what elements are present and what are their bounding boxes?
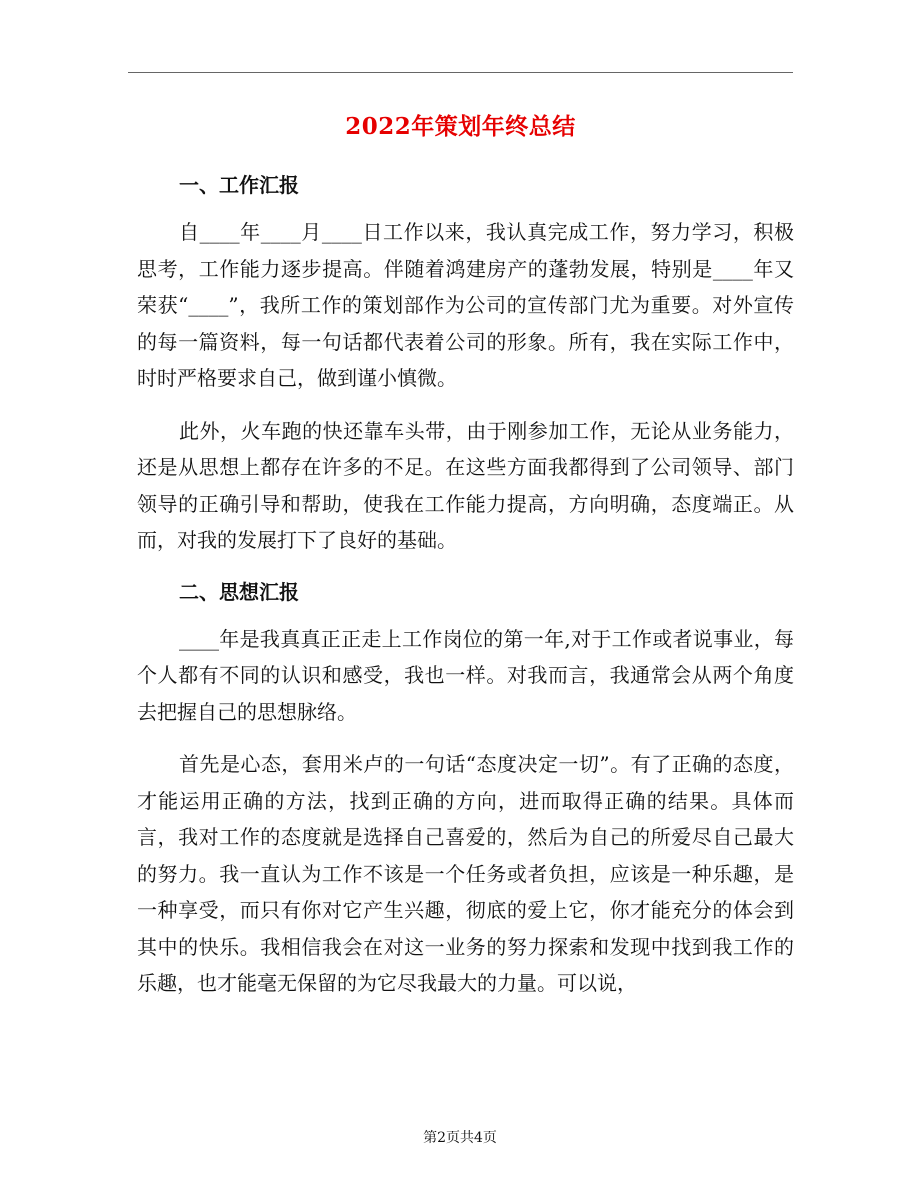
page-footer: 第2页共4页 (423, 1130, 497, 1146)
paragraph: 此外，火车跑的快还靠车头带，由于刚参加工作，无论从业务能力，还是从思想上都存在许多的不足。在这些方面我都得到了公司领导、部门领导的正确引导和帮助，使我在工作能力提高，方向明确，态度端正。从而，对我的发展打下了良好的基础。 (137, 418, 794, 552)
document-body (137, 168, 794, 1002)
document-title: 2022年策划年终总结 (345, 113, 576, 140)
paragraph: 自____年____月____日工作以来，我认真完成工作，努力学习，积极思考，工作能力逐步提高。伴随着鸿建房产的蓬勃发展，特别是____年又荣获“____”，我所工作的策划部作为公司的宣传部门尤为重要。对外宣传的每一篇资料，每一句话都代表着公司的形象。所有，我在实际工作中，时时严格要求自己，做到谨小慎微。 (137, 220, 794, 390)
section-heading-work-report: 一、工作汇报 (179, 173, 299, 197)
paragraph: 首先是心态，套用米卢的一句话“态度决定一切”。有了正确的态度，才能运用正确的方法，找到正确的方向，进而取得正确的结果。具体而言，我对工作的态度就是选择自己喜爱的，然后为自己的所爱尽自己最大的努力。我一直认为工作不该是一个任务或者负担，应该是一种乐趣，是一种享受，而只有你对它产生兴趣，彻底的爱上它，你才能充分的体会到其中的快乐。我相信我会在对这一业务的努力探索和发现中找到我工作的乐趣，也才能毫无保留的为它尽我最大的力量。可以说， (137, 752, 794, 995)
header-rule (128, 72, 793, 73)
paragraph: ____年是我真真正正走上工作岗位的第一年,对于工作或者说事业，每个人都有不同的认识和感受，我也一样。对我而言，我通常会从两个角度去把握自己的思想脉络。 (137, 626, 794, 724)
section-heading-thought-report: 二、思想汇报 (179, 579, 299, 604)
